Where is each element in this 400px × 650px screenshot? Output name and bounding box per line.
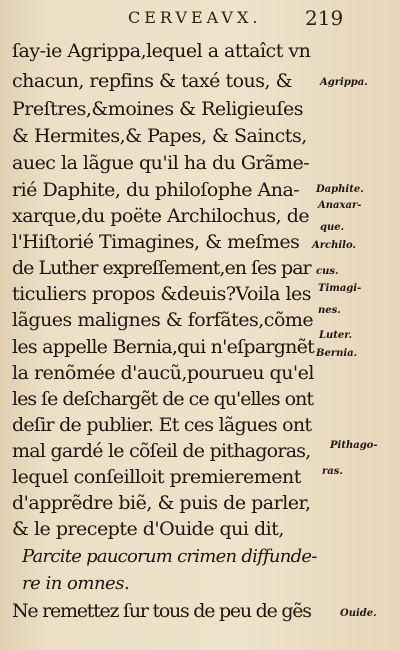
margin-note: Anaxar- — [318, 200, 362, 211]
text-line: auec la lãgue qu'il ha du Grãme- — [12, 152, 310, 174]
page-number: 219 — [305, 6, 344, 30]
text-line: deſir de publier. Et ces lãgues ont — [12, 414, 312, 436]
running-head: CERVEAVX. — [128, 8, 262, 27]
text-line: mal gardé le cõſeil de pithagoras, — [12, 440, 311, 462]
text-line: la renõmée d'aucũ,pourueu qu'el — [12, 362, 314, 384]
text-line: Ne remettez ſur tous de peu de gẽs — [12, 600, 311, 622]
text-line: les appelle Bernia,qui n'eſpargnẽt — [12, 336, 315, 358]
text-line: lãgues malignes & forfãtes,cõme — [12, 309, 314, 331]
text-line-latin-quote: Parcite paucorum crimen diffunde- — [22, 546, 317, 567]
text-line: de Luther expreſſement,en ſes par — [12, 257, 311, 279]
text-line: & le precepte d'Ouide qui dit, — [12, 518, 284, 540]
margin-note: Agrippa. — [320, 77, 368, 88]
text-line: Preſtres,&moines & Religieuſes — [12, 98, 304, 120]
margin-note: que. — [320, 222, 345, 233]
margin-note: nes. — [318, 305, 341, 316]
text-line: & Hermites,& Papes, & Saincts, — [12, 125, 307, 147]
text-line: ticuliers propos &deuis?Voila les — [12, 283, 312, 305]
margin-note: ras. — [322, 466, 343, 477]
margin-note: Luter. — [319, 330, 353, 341]
margin-note: Archilo. — [312, 240, 356, 251]
text-line-latin-quote: re in omnes. — [22, 573, 130, 594]
margin-note: Pithago- — [330, 440, 378, 451]
margin-note: cus. — [316, 266, 339, 277]
text-line: rié Daphite, du philoſophe Ana- — [12, 179, 300, 201]
text-line: d'apprẽdre biẽ, & puis de parler, — [12, 492, 311, 514]
text-line: xarque,du poëte Archilochus, de — [12, 205, 310, 227]
margin-note: Timagi- — [318, 283, 362, 294]
margin-note: Bernia. — [316, 348, 358, 359]
margin-note: Daphite. — [316, 184, 364, 195]
page-header — [0, 4, 400, 34]
text-line: l'Hiſtorié Timagines, & meſmes — [12, 231, 300, 253]
text-line: les ſe deſchargẽt de ce qu'elles ont — [12, 388, 313, 410]
text-line: chacun, repfins & taxé tous, & — [12, 70, 292, 92]
margin-note: Ouide. — [340, 608, 377, 619]
text-line: lequel conſeilloit premierement — [12, 466, 301, 488]
text-line: ſay-ie Agrippa,lequel a attaîct vn — [12, 40, 311, 62]
